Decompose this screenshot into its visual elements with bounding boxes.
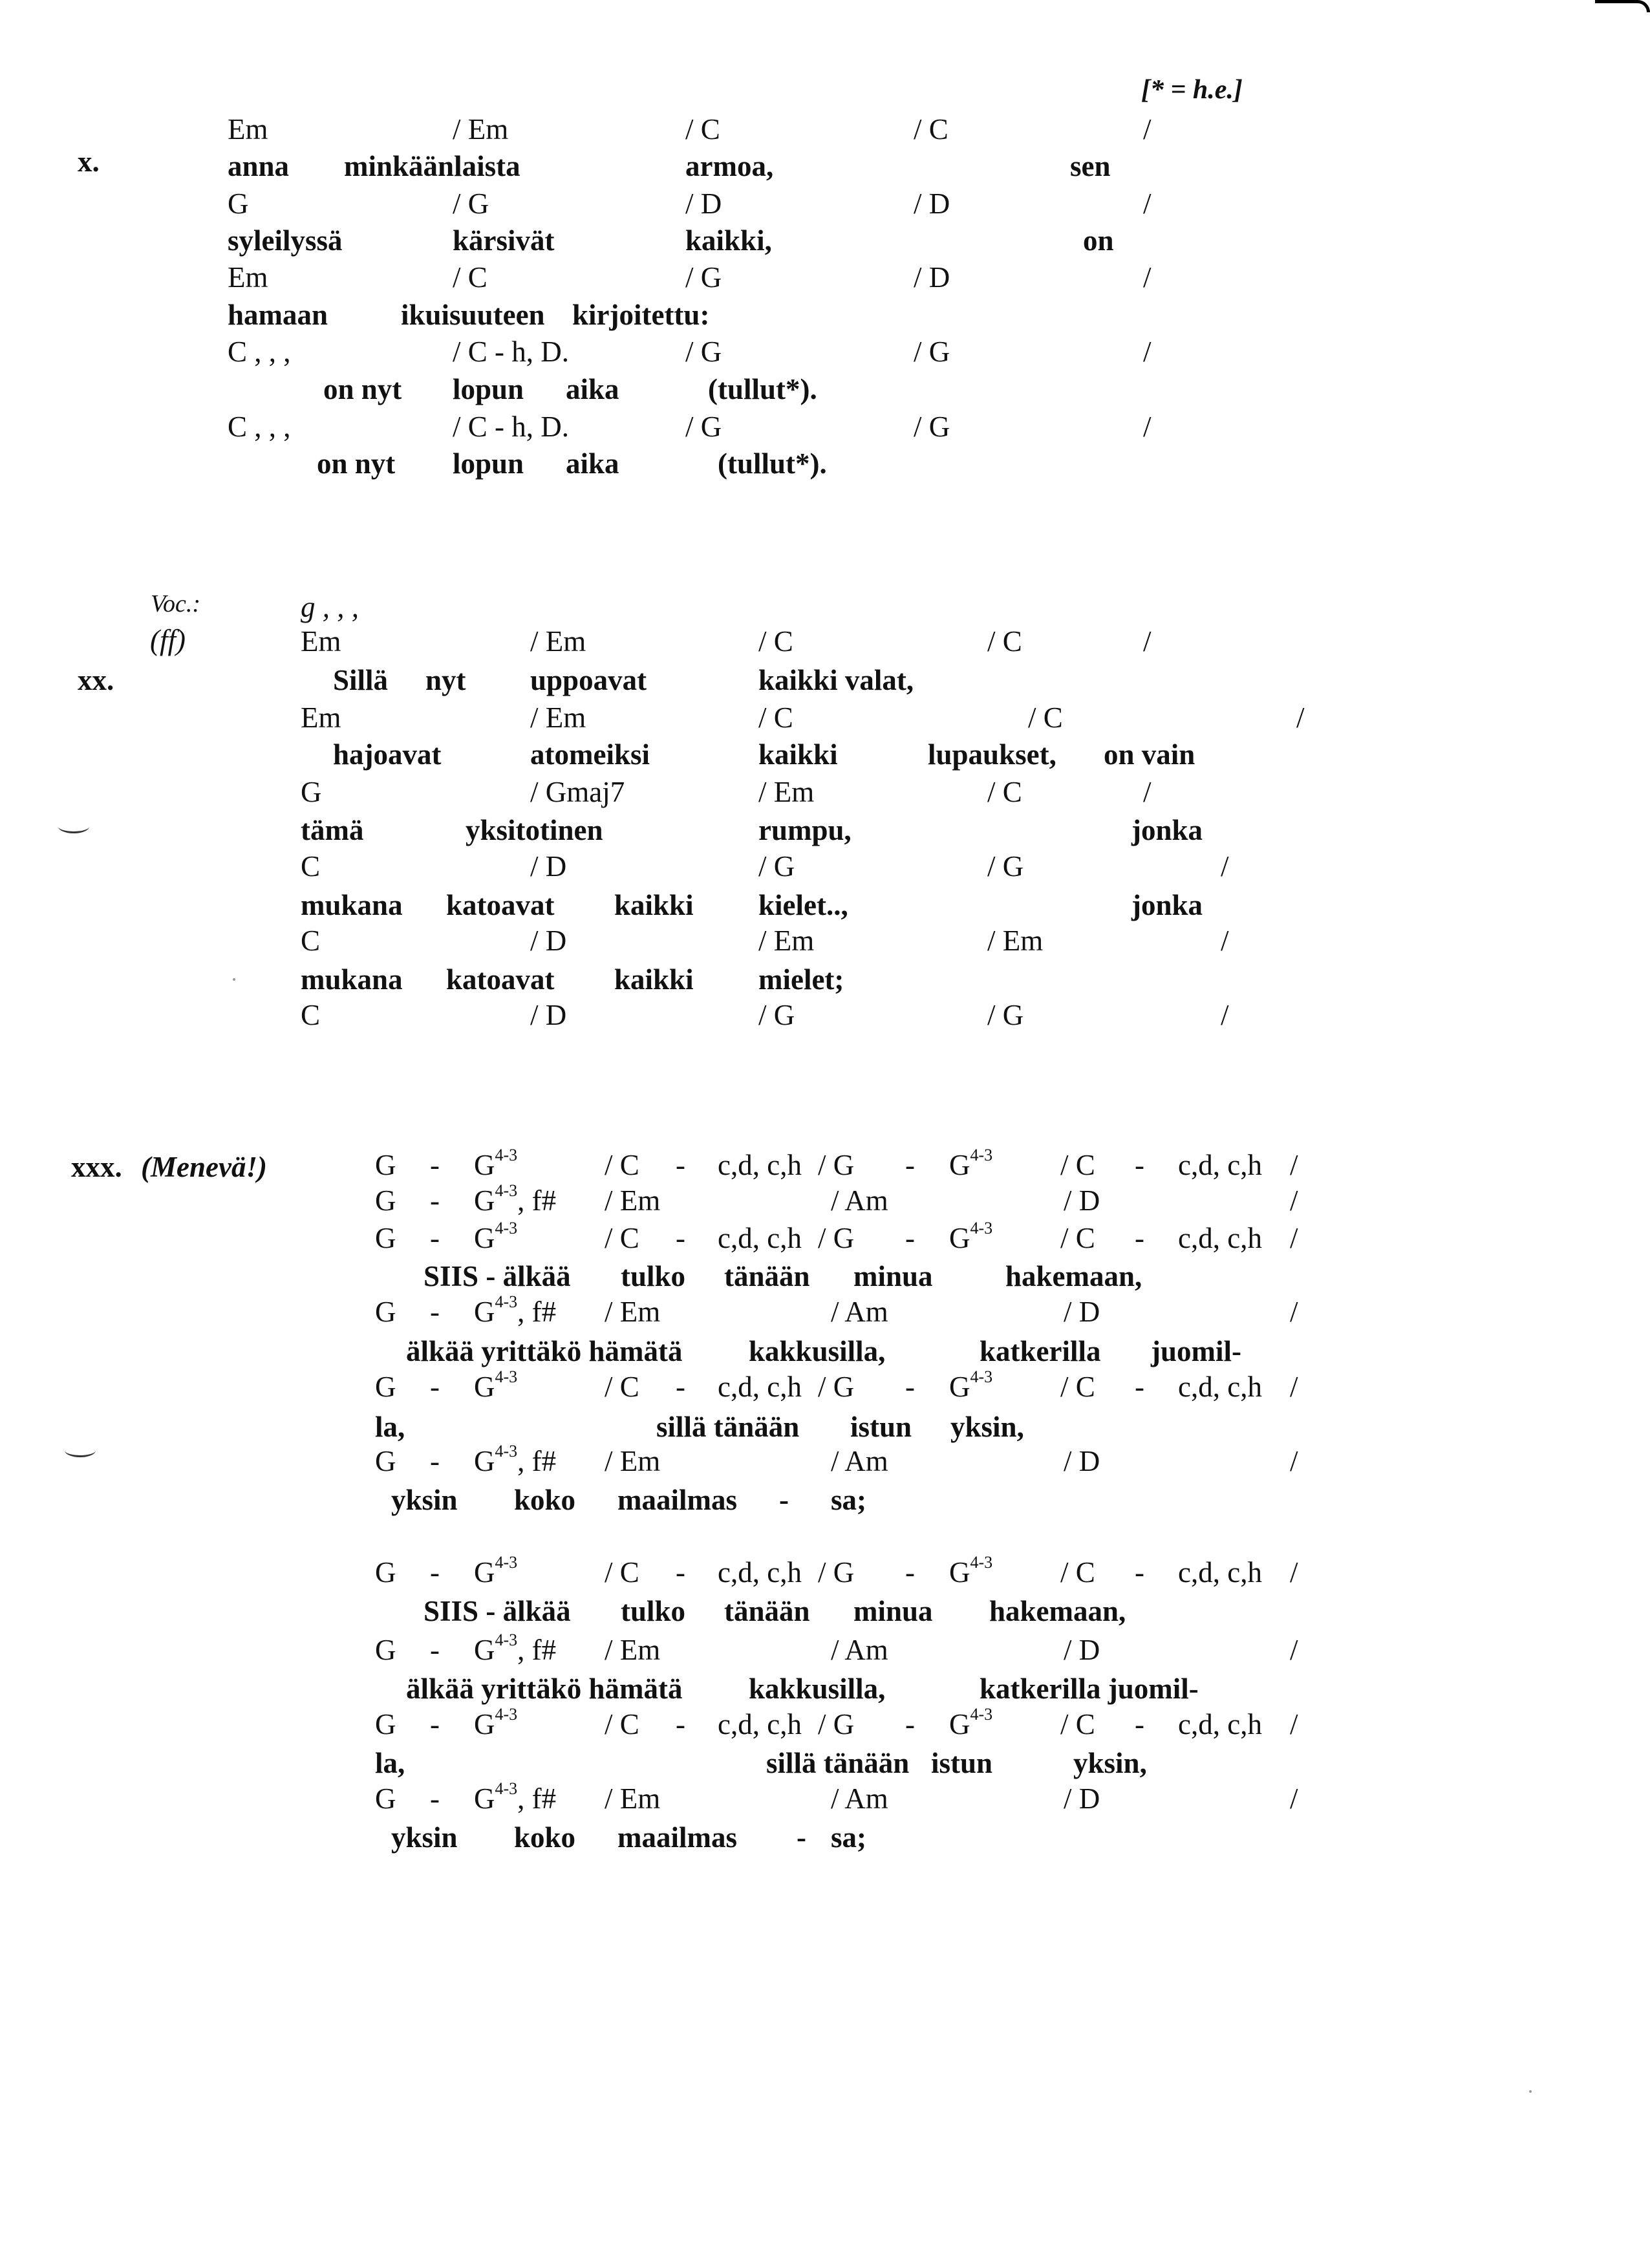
chord-symbol: - — [676, 1149, 685, 1181]
chord-symbol: C , , , — [228, 336, 291, 368]
voc-label: Voc.: — [151, 590, 201, 617]
section-marker-xx: xx. — [78, 664, 114, 696]
lyric-word: on — [1083, 224, 1114, 257]
lyric-word: kirjoitettu: — [572, 299, 710, 331]
lyric-word: yksin, — [950, 1411, 1024, 1443]
chord-symbol: / Em — [987, 925, 1044, 957]
chord-symbol: $G^{4-3}$ — [949, 1705, 993, 1740]
chord-symbol: - — [430, 1149, 440, 1181]
chord-symbol: / C — [453, 261, 488, 294]
lyric-word: mukana — [301, 889, 403, 921]
chord-symbol: $G^{4-3}$ — [474, 1705, 518, 1740]
chord-symbol: Em — [301, 701, 341, 734]
chord-symbol: / C — [1028, 701, 1063, 734]
lyric-word: maailmas — [617, 1484, 737, 1516]
chord-symbol: G — [375, 1445, 396, 1477]
chord-symbol: / — [1290, 1445, 1298, 1477]
chord-symbol: / D — [530, 925, 567, 957]
lyric-word: katoavat — [446, 889, 555, 921]
lyric-word: istun — [931, 1747, 993, 1779]
lyric-word: armoa, — [685, 150, 774, 182]
chord-symbol: / G — [818, 1222, 855, 1254]
chord-symbol: / C — [914, 113, 948, 145]
chord-symbol: / G — [914, 411, 950, 443]
chord-symbol: / Em — [530, 625, 586, 658]
lyric-word: jonka — [1131, 814, 1203, 846]
chord-symbol: c,d, c,h — [718, 1222, 802, 1254]
dynamic-marking: (ff) — [150, 624, 186, 656]
chord-symbol: / D — [1064, 1445, 1100, 1477]
lyric-word: koko — [514, 1484, 576, 1516]
lyric-word: sillä tänään — [656, 1411, 800, 1443]
chord-symbol: / G — [818, 1708, 855, 1740]
lyric-word: ikuisuuteen — [401, 299, 545, 331]
chord-symbol: - — [430, 1222, 440, 1254]
chord-symbol: c,d, c,h — [718, 1371, 802, 1403]
chord-symbol: / — [1143, 776, 1152, 808]
section-marker-x: x. — [78, 145, 100, 178]
chord-symbol: / — [1143, 113, 1152, 145]
lyric-word: kakkusilla, — [749, 1673, 886, 1705]
lyric-word: kaikki, — [685, 224, 772, 257]
chord-symbol: / D — [1064, 1184, 1100, 1217]
lyric-word: rumpu, — [758, 814, 852, 846]
chord-symbol: - — [1135, 1556, 1144, 1589]
chord-symbol: G — [375, 1149, 396, 1181]
lyric-word: anna — [228, 150, 290, 182]
chord-symbol: c,d, c,h — [1178, 1222, 1262, 1254]
chord-symbol: - — [676, 1556, 685, 1589]
chord-symbol: / G — [818, 1149, 855, 1181]
chord-symbol: $G^{4-3}$ — [474, 1367, 518, 1403]
lyric-word: hajoavat — [333, 738, 442, 771]
page-corner-mark — [1595, 0, 1650, 12]
chord-symbol: / Em — [605, 1634, 661, 1666]
lyric-word: on vain — [1104, 738, 1195, 771]
chord-symbol: Em — [301, 625, 341, 658]
lyric-word: tänään — [724, 1595, 810, 1627]
lyric-word: - — [779, 1484, 789, 1516]
chord-symbol: / G — [818, 1371, 855, 1403]
lyric-word: mukana — [301, 963, 403, 996]
chord-symbol: - — [676, 1371, 685, 1403]
chord-symbol: / C — [605, 1556, 639, 1589]
chord-symbol: $G^{4-3}$ — [949, 1219, 993, 1254]
chord-symbol: / Em — [530, 701, 586, 734]
chord-symbol: / C — [758, 701, 793, 734]
chord-symbol: $G^{4-3}$, f# — [474, 1631, 557, 1666]
margin-arc-mark — [65, 1444, 96, 1457]
chord-symbol: $G^{4-3}$ — [474, 1219, 518, 1254]
chord-symbol: G — [375, 1371, 396, 1403]
chord-symbol: $G^{4-3}$ — [949, 1146, 993, 1181]
chord-symbol: / D — [685, 187, 722, 220]
chord-symbol: / C — [685, 113, 720, 145]
lyric-word: minua — [853, 1595, 933, 1627]
lyric-word: tämä — [301, 814, 364, 846]
lyric-word: sillä tänään — [766, 1747, 910, 1779]
chord-symbol: $G^{4-3}$ — [474, 1146, 518, 1181]
lyric-word: SIIS - älkää — [423, 1595, 571, 1627]
section-title: (Menevä!) — [141, 1151, 267, 1183]
chord-symbol: / — [1290, 1184, 1298, 1217]
lyric-word: nyt — [425, 664, 466, 696]
chord-symbol: $G^{4-3}$, f# — [474, 1181, 557, 1217]
chord-symbol: / D — [530, 999, 567, 1031]
lyric-word: tulko — [621, 1595, 686, 1627]
footnote-note: [* = h.e.] — [1141, 75, 1243, 105]
chord-symbol: / — [1143, 261, 1152, 294]
chord-symbol: - — [1135, 1708, 1144, 1740]
chord-symbol: / Em — [605, 1445, 661, 1477]
lyric-word: Sillä — [333, 664, 389, 696]
lyric-word: hamaan — [228, 299, 328, 331]
chord-symbol: / Em — [758, 925, 815, 957]
chord-symbol: / — [1221, 999, 1229, 1031]
chord-symbol: - — [430, 1445, 440, 1477]
lyric-word: kaikki valat, — [758, 664, 914, 696]
chord-symbol: / D — [1064, 1296, 1100, 1328]
chord-symbol: / — [1143, 411, 1152, 443]
lyric-word: yksin — [391, 1484, 458, 1516]
chord-symbol: / C — [1060, 1556, 1095, 1589]
chord-symbol: / — [1290, 1296, 1298, 1328]
lyric-word: mielet; — [758, 963, 844, 996]
chord-symbol: / G — [685, 261, 722, 294]
chord-symbol: - — [905, 1708, 915, 1740]
chord-symbol: / — [1296, 701, 1305, 734]
chord-symbol: / D — [530, 850, 567, 883]
chord-symbol: / Am — [831, 1445, 888, 1477]
chord-symbol: / D — [914, 187, 950, 220]
chord-symbol: c,d, c,h — [1178, 1708, 1262, 1740]
lyric-word: - — [797, 1821, 806, 1854]
chord-symbol: c,d, c,h — [1178, 1371, 1262, 1403]
chord-symbol: - — [430, 1184, 440, 1217]
lyric-word: minkäänlaista — [344, 150, 520, 182]
chord-symbol: $G^{4-3}$ — [949, 1367, 993, 1403]
chord-symbol: / G — [987, 850, 1024, 883]
chord-symbol: / G — [453, 187, 489, 220]
lyric-word: on nyt — [323, 373, 402, 405]
chord-symbol: G — [375, 1296, 396, 1328]
lyric-word: sen — [1070, 150, 1111, 182]
lyric-word: lopun — [453, 373, 524, 405]
chord-symbol: G — [375, 1222, 396, 1254]
chord-symbol: - — [430, 1556, 440, 1589]
chord-symbol: / G — [914, 336, 950, 368]
chord-symbol: / D — [1064, 1782, 1100, 1815]
lyric-word: aika — [566, 447, 619, 480]
page-speck — [233, 978, 235, 981]
chord-symbol: / — [1143, 187, 1152, 220]
lyric-word: hakemaan, — [1005, 1260, 1142, 1292]
chord-symbol: - — [905, 1222, 915, 1254]
chord-symbol: G — [375, 1184, 396, 1217]
chord-symbol: C — [301, 999, 321, 1031]
lyric-word: yksin — [391, 1821, 458, 1854]
lyric-word: on nyt — [317, 447, 396, 480]
chord-symbol: - — [1135, 1149, 1144, 1181]
chord-symbol: - — [430, 1371, 440, 1403]
chord-symbol: - — [430, 1708, 440, 1740]
lyric-word: atomeiksi — [530, 738, 650, 771]
chord-symbol: Em — [228, 261, 268, 294]
chord-symbol: / D — [1064, 1634, 1100, 1666]
lyric-word: kaikki — [614, 889, 694, 921]
lyric-word: juomil- — [1151, 1335, 1241, 1367]
lyric-word: aika — [566, 373, 619, 405]
chord-symbol: - — [430, 1782, 440, 1815]
chord-symbol: / Em — [605, 1296, 661, 1328]
chord-symbol: c,d, c,h — [1178, 1149, 1262, 1181]
chord-symbol: G — [228, 187, 249, 220]
chord-symbol: / Em — [758, 776, 815, 808]
lyric-word: katkerilla — [980, 1335, 1101, 1367]
chord-symbol: / G — [987, 999, 1024, 1031]
chord-symbol: / — [1143, 336, 1152, 368]
lyric-word: jonka — [1131, 889, 1203, 921]
lyric-word: lupaukset, — [928, 738, 1056, 771]
chord-symbol: / Em — [605, 1184, 661, 1217]
chord-symbol: - — [676, 1708, 685, 1740]
chord-symbol: / C — [758, 625, 793, 658]
chord-symbol: / G — [818, 1556, 855, 1589]
page-speck — [1529, 2090, 1532, 2093]
chord-symbol: / G — [758, 850, 795, 883]
chord-symbol: - — [905, 1371, 915, 1403]
chord-symbol: / C - h, D. — [453, 411, 569, 443]
chord-symbol: / — [1290, 1222, 1298, 1254]
lyric-word: katkerilla juomil- — [980, 1673, 1199, 1705]
chord-symbol: / C — [1060, 1222, 1095, 1254]
chord-symbol: G — [375, 1556, 396, 1589]
chord-symbol: $G^{4-3}$, f# — [474, 1292, 557, 1328]
lyric-word: la, — [375, 1747, 405, 1779]
chord-symbol: / — [1290, 1634, 1298, 1666]
lyric-word: kärsivät — [453, 224, 555, 257]
chord-symbol: / C — [987, 776, 1022, 808]
chord-symbol: - — [430, 1634, 440, 1666]
chord-symbol: G — [375, 1782, 396, 1815]
lyric-word: kakkusilla, — [749, 1335, 886, 1367]
chord-symbol: / — [1221, 925, 1229, 957]
chord-symbol: - — [1135, 1222, 1144, 1254]
lyric-word: tulko — [621, 1260, 686, 1292]
chord-symbol: $G^{4-3}$, f# — [474, 1442, 557, 1477]
lyric-word: lopun — [453, 447, 524, 480]
chord-symbol: c,d, c,h — [718, 1556, 802, 1589]
chord-symbol: c,d, c,h — [718, 1708, 802, 1740]
chord-symbol: / — [1290, 1782, 1298, 1815]
lyric-word: kielet.., — [758, 889, 848, 921]
lyric-word: hakemaan, — [989, 1595, 1126, 1627]
chord-symbol: / Gmaj7 — [530, 776, 625, 808]
pickup-note: g , , , — [301, 591, 359, 623]
lyric-word: (tullut*). — [718, 447, 827, 480]
lyric-word: uppoavat — [530, 664, 647, 696]
lyric-word: sa; — [831, 1484, 866, 1516]
lyric-word: maailmas — [617, 1821, 737, 1854]
chord-symbol: / C — [605, 1371, 639, 1403]
lyric-word: sa; — [831, 1821, 866, 1854]
chord-symbol: / Am — [831, 1296, 888, 1328]
lyric-word: kaikki — [758, 738, 838, 771]
chord-symbol: / Em — [605, 1782, 661, 1815]
lyric-word: istun — [850, 1411, 912, 1443]
chord-symbol: C — [301, 850, 321, 883]
chord-symbol: $G^{4-3}$ — [474, 1553, 518, 1589]
chord-symbol: / — [1290, 1556, 1298, 1589]
chord-symbol: / D — [914, 261, 950, 294]
chord-symbol: G — [375, 1634, 396, 1666]
chord-symbol: - — [676, 1222, 685, 1254]
chord-symbol: - — [1135, 1371, 1144, 1403]
chord-symbol: C , , , — [228, 411, 291, 443]
chord-symbol: - — [905, 1556, 915, 1589]
lyric-word: tänään — [724, 1260, 810, 1292]
chord-symbol: / Em — [453, 113, 509, 145]
chord-symbol: - — [430, 1296, 440, 1328]
chord-symbol: c,d, c,h — [718, 1149, 802, 1181]
chord-symbol: / C — [605, 1222, 639, 1254]
chord-symbol: / G — [758, 999, 795, 1031]
chord-symbol: c,d, c,h — [1178, 1556, 1262, 1589]
lyric-word: älkää yrittäkö hämätä — [406, 1335, 683, 1367]
lyric-word: yksin, — [1073, 1747, 1147, 1779]
lyric-word: älkää yrittäkö hämätä — [406, 1673, 683, 1705]
chord-symbol: / C — [605, 1149, 639, 1181]
margin-arc-mark — [58, 820, 89, 833]
lyric-word: (tullut*). — [708, 373, 817, 405]
chord-symbol: $G^{4-3}$, f# — [474, 1779, 557, 1815]
chord-symbol: / Am — [831, 1782, 888, 1815]
lyric-word: kaikki — [614, 963, 694, 996]
chord-symbol: / C — [1060, 1708, 1095, 1740]
chord-symbol: / C — [605, 1708, 639, 1740]
chord-symbol: / Am — [831, 1184, 888, 1217]
lyric-word: la, — [375, 1411, 405, 1443]
lyric-word: yksitotinen — [466, 814, 603, 846]
chord-symbol: G — [375, 1708, 396, 1740]
chord-symbol: G — [301, 776, 322, 808]
chord-symbol: / — [1290, 1708, 1298, 1740]
chord-symbol: C — [301, 925, 321, 957]
chord-symbol: - — [905, 1149, 915, 1181]
section-marker-xxx: xxx. — [71, 1151, 122, 1183]
lyric-word: katoavat — [446, 963, 555, 996]
chord-symbol: / — [1143, 625, 1152, 658]
chord-symbol: / C — [987, 625, 1022, 658]
chord-symbol: / C - h, D. — [453, 336, 569, 368]
chord-symbol: Em — [228, 113, 268, 145]
lyric-word: minua — [853, 1260, 933, 1292]
chord-symbol: / — [1221, 850, 1229, 883]
chord-symbol: / C — [1060, 1371, 1095, 1403]
chord-symbol: / Am — [831, 1634, 888, 1666]
chord-symbol: / — [1290, 1149, 1298, 1181]
chord-symbol: / — [1290, 1371, 1298, 1403]
lyric-word: koko — [514, 1821, 576, 1854]
chord-symbol: / G — [685, 336, 722, 368]
lyric-word: SIIS - älkää — [423, 1260, 571, 1292]
chord-symbol: / G — [685, 411, 722, 443]
chord-symbol: $G^{4-3}$ — [949, 1553, 993, 1589]
lyric-word: syleilyssä — [228, 224, 343, 257]
chord-symbol: / C — [1060, 1149, 1095, 1181]
